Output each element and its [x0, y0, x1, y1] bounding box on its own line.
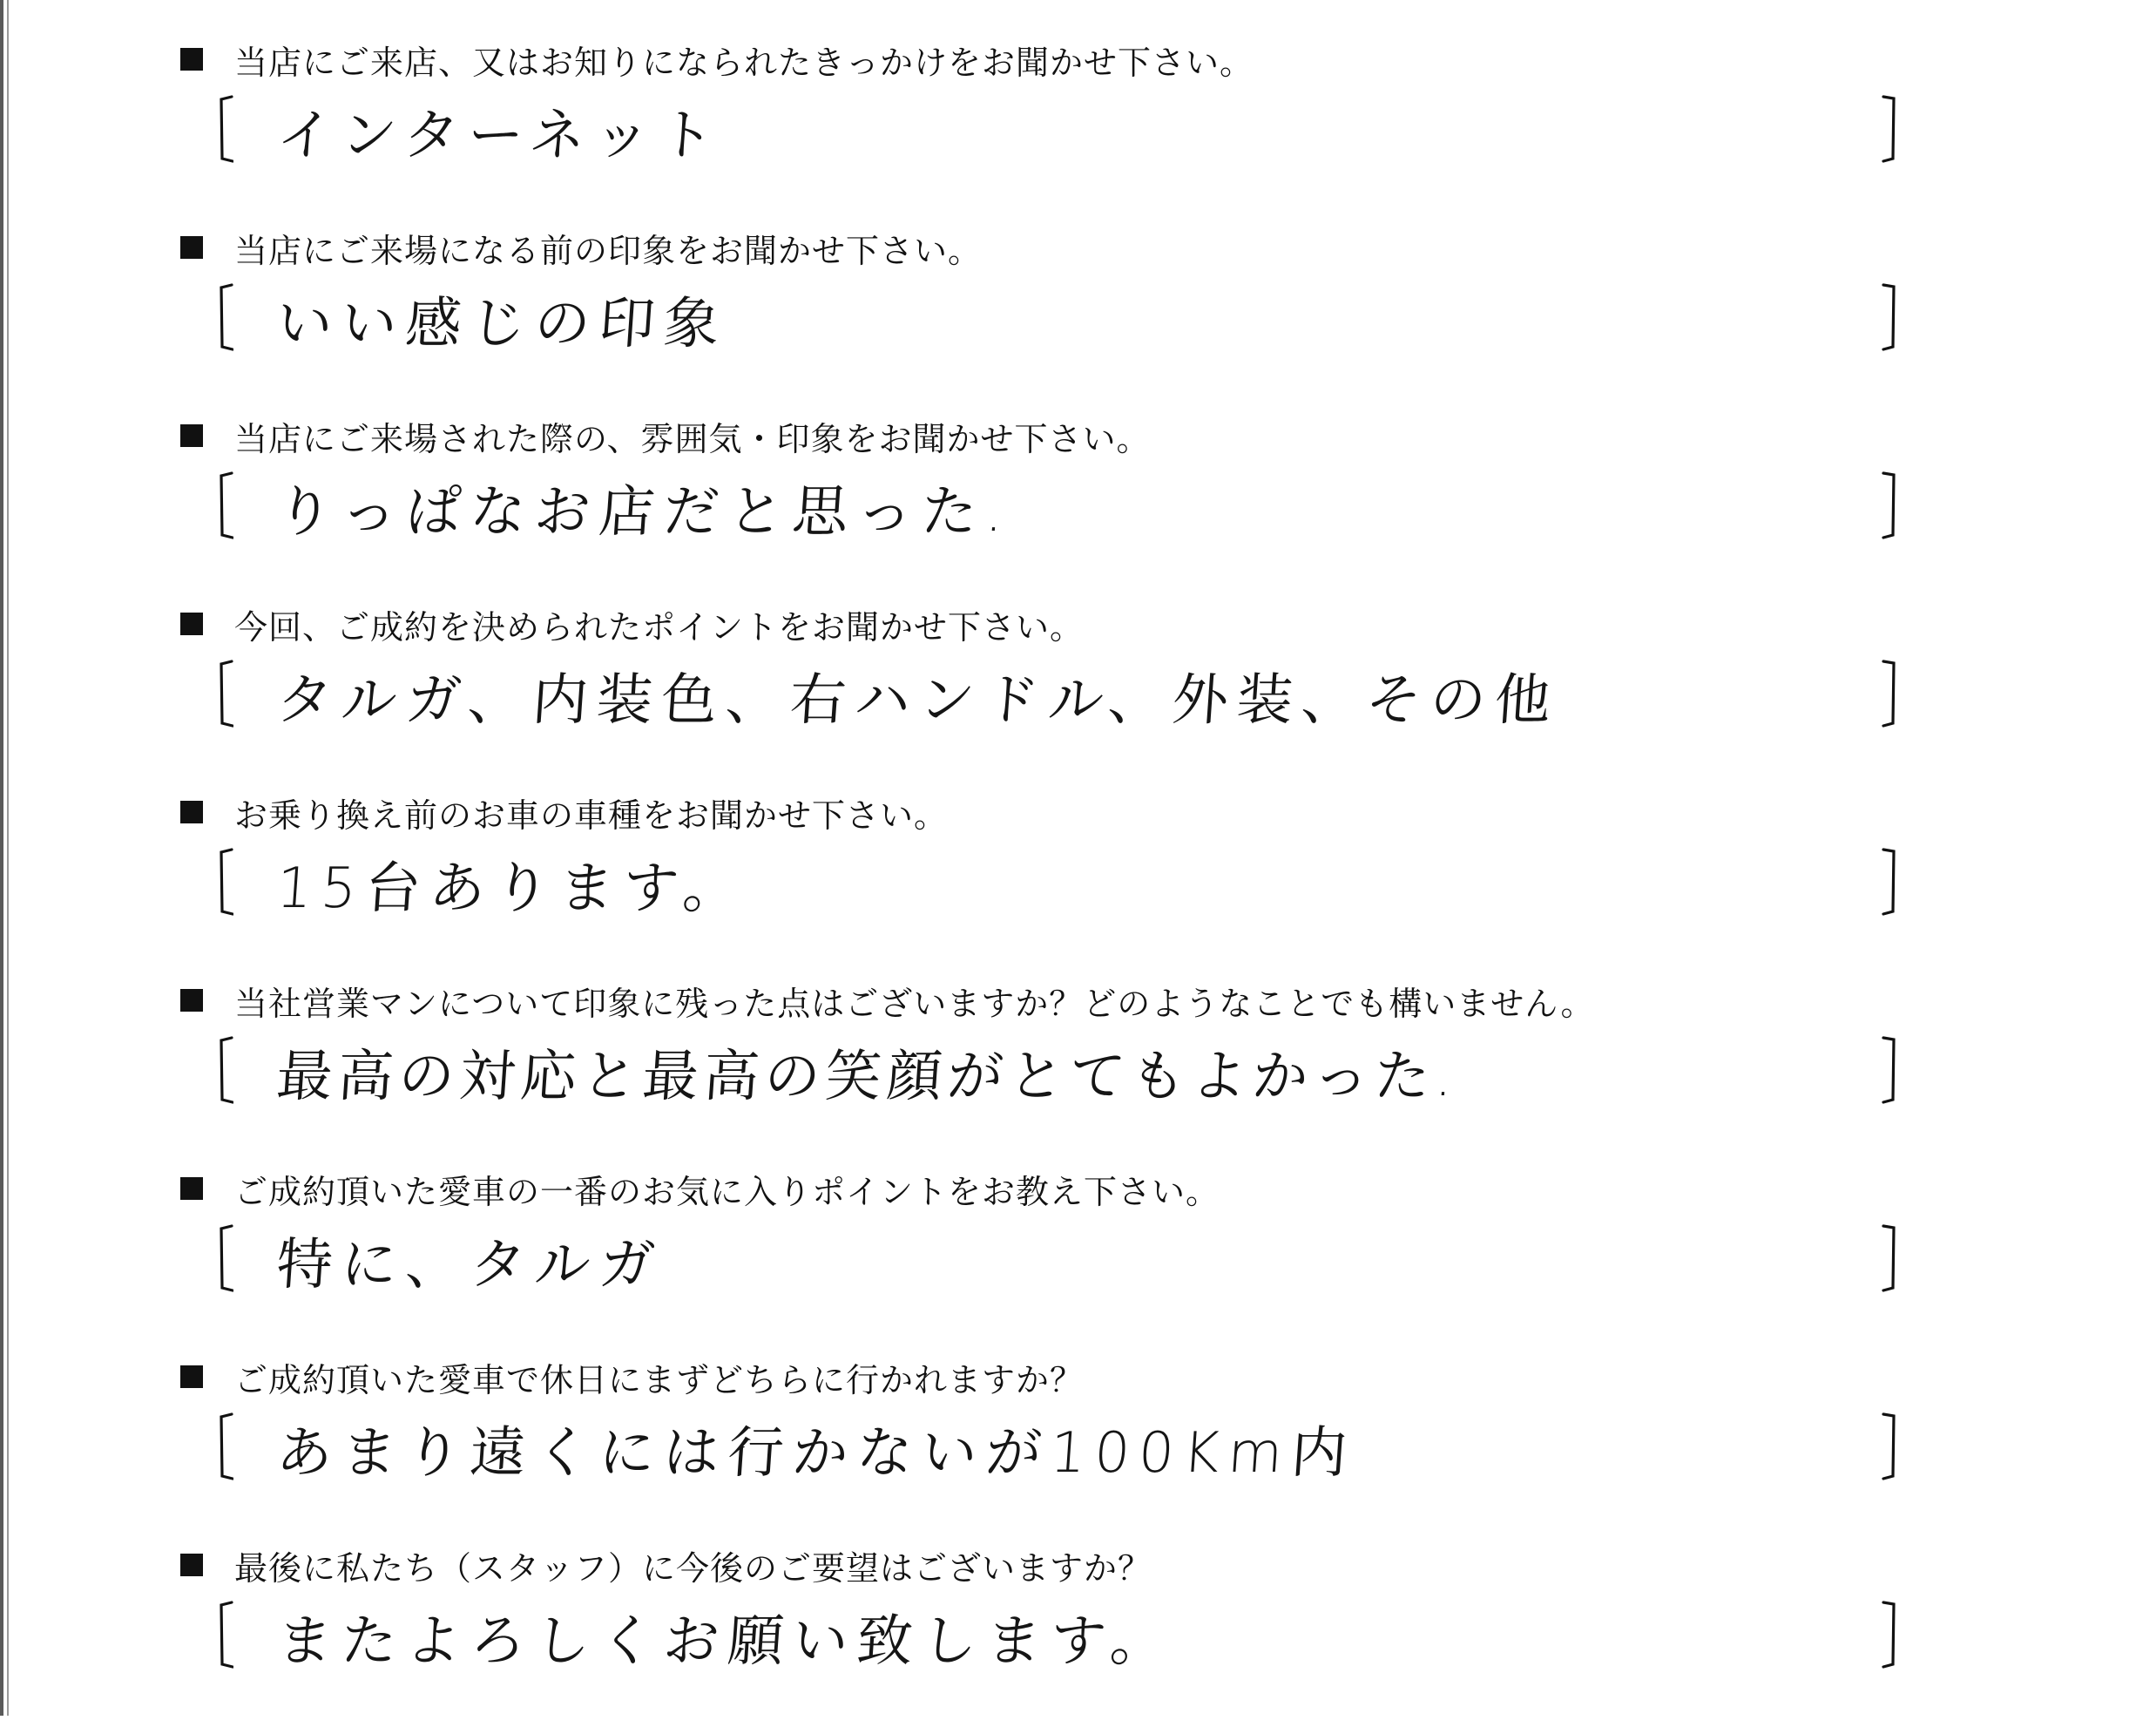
survey-item-1 [0, 33, 2156, 221]
question-text: お乗り換え前のお車の車種をお聞かせ下さい。 [234, 796, 949, 835]
question-row [180, 974, 1595, 1026]
answer-right-bracket [1882, 847, 1897, 917]
answer-right-bracket [1882, 1600, 1897, 1669]
survey-item-7 [0, 1162, 2156, 1351]
question-text: ご成約頂いた愛車の一番のお気に入りポイントをお教え下さい。 [234, 1172, 1220, 1211]
question-row [180, 598, 1084, 650]
handwritten-answer: またよろしくお願い致します。 [274, 1609, 1178, 1674]
answer-right-bracket [1882, 94, 1897, 164]
question-row [180, 1162, 1220, 1215]
question-bullet [180, 424, 203, 447]
question-text: 当社営業マンについて印象に残った点はございますか？どのようなことでも構いません。 [234, 984, 1595, 1023]
survey-item-8 [0, 1351, 2156, 1539]
question-row [180, 1539, 1152, 1591]
survey-item-9 [0, 1539, 2156, 1727]
answer-left-bracket [218, 94, 233, 164]
question-bullet [180, 236, 203, 259]
question-row [180, 786, 948, 838]
survey-item-4 [0, 598, 2156, 786]
handwritten-answer: 15台あります。 [274, 857, 750, 921]
question-bullet [180, 1365, 203, 1388]
question-bullet [180, 1177, 203, 1200]
question-row [180, 410, 1150, 462]
answer-right-bracket [1882, 1035, 1897, 1105]
handwritten-answer: いい感じの印象 [274, 292, 731, 356]
survey-item-6 [0, 974, 2156, 1162]
answer-left-bracket [218, 847, 233, 917]
question-row [180, 221, 982, 274]
answer-right-bracket [1882, 1223, 1897, 1293]
handwritten-answer: インターネット [274, 104, 726, 168]
question-bullet [180, 613, 203, 635]
survey-item-3 [0, 410, 2156, 598]
answer-left-bracket [218, 1223, 233, 1293]
answer-left-bracket [218, 659, 233, 728]
answer-left-bracket [218, 1412, 233, 1481]
answer-left-bracket [218, 471, 233, 540]
question-text: ご成約頂いた愛車で休日にまずどちらに行かれますか？ [234, 1360, 1085, 1399]
question-text: 今回、ご成約を決められたポイントをお聞かせ下さい。 [234, 607, 1085, 647]
question-text: 当店にご来場された際の、雰囲気・印象をお聞かせ下さい。 [234, 419, 1151, 458]
handwritten-answer: あまり遠くには行かないが100Km内 [274, 1421, 1358, 1486]
question-bullet [180, 801, 203, 823]
handwritten-answer: 特に、タルガ [274, 1233, 666, 1297]
handwritten-answer: りっぱなお店だと思った. [274, 480, 1015, 545]
answer-left-bracket [218, 282, 233, 352]
answer-right-bracket [1882, 282, 1897, 352]
question-row [180, 1351, 1084, 1403]
question-text: 最後に私たち（スタッフ）に今後のご要望はございますか？ [234, 1548, 1152, 1588]
handwritten-answer: 最高の対応と最高の笑顔がとてもよかった. [274, 1045, 1461, 1109]
answer-left-bracket [218, 1035, 233, 1105]
answer-right-bracket [1882, 471, 1897, 540]
survey-item-5 [0, 786, 2156, 974]
answer-right-bracket [1882, 659, 1897, 728]
survey-item-2 [0, 221, 2156, 410]
answer-left-bracket [218, 1600, 233, 1669]
question-bullet [180, 1554, 203, 1576]
question-text: 当店にご来店、又はお知りになられたきっかけをお聞かせ下さい。 [234, 43, 1254, 82]
question-bullet [180, 989, 203, 1012]
question-text: 当店にご来場になる前の印象をお聞かせ下さい。 [234, 231, 983, 270]
question-bullet [180, 48, 203, 71]
handwritten-answer: タルガ、内装色、右ハンドル、外装、その他 [274, 668, 1562, 733]
answer-right-bracket [1882, 1412, 1897, 1481]
question-row [180, 33, 1254, 85]
